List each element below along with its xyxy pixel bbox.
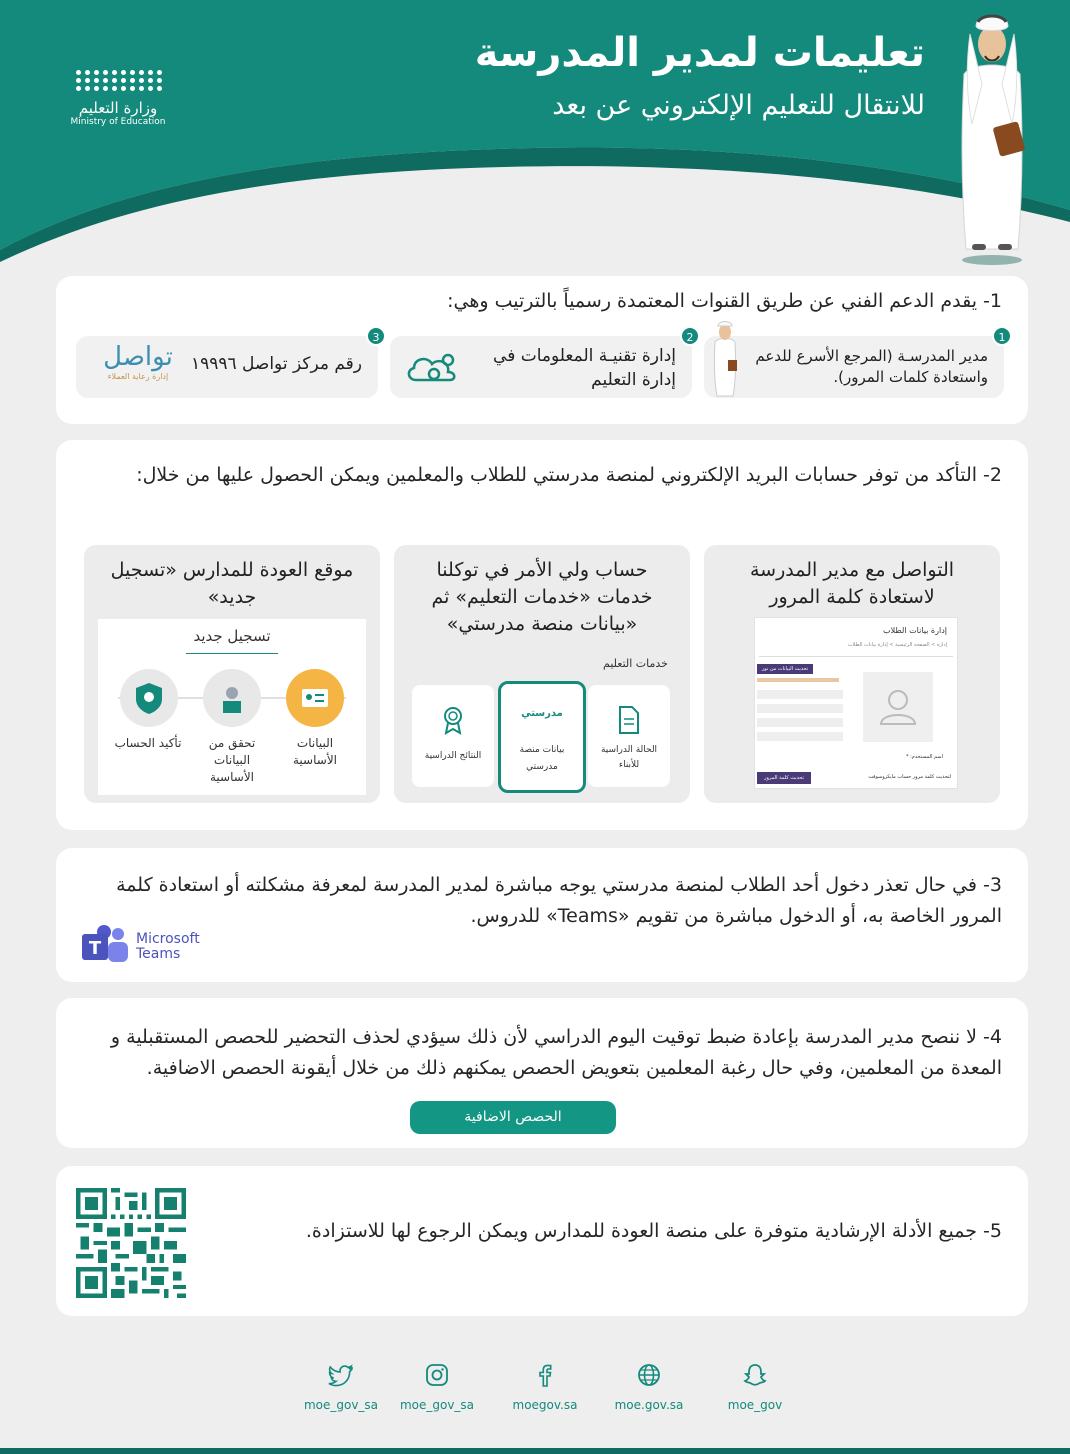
education-services-title: خدمات التعليم (603, 657, 668, 670)
section-5-card (56, 1166, 1028, 1316)
social-twitter[interactable] (296, 1362, 386, 1412)
section-3-card (56, 848, 1028, 982)
document-icon (616, 705, 642, 735)
section-4-card (56, 998, 1028, 1148)
update-password-button[interactable]: تحديث كلمة المرور (757, 772, 811, 784)
section-1-text: 1- يقدم الدعم الفني عن طريق القنوات المعتمدة رسمياً بالترتيب وهي: (447, 290, 1002, 312)
social-facebook[interactable] (500, 1362, 590, 1412)
twitter-icon (327, 1362, 355, 1388)
channel-number-badge: 1 (992, 326, 1012, 346)
moe-logo-english: Ministry of Education (70, 117, 166, 127)
support-channel-2 (390, 331, 694, 398)
user-avatar-placeholder (863, 672, 933, 742)
footer-bar (0, 1448, 1070, 1454)
recovery-via-principal-box (704, 545, 1000, 803)
support-channel-3 (76, 331, 380, 398)
step-verify-label: تحقق من البيانات الأساسية (208, 736, 256, 784)
box-2-heading: حساب ولي الأمر في توكلنا خدمات «خدمات التعليم» ثم «بيانات منصة مدرستي» (431, 559, 653, 635)
section-2-text: 2- التأكد من توفر حسابات البريد الإلكتروني لمنصة مدرستي للطلاب والمعلمين ويمكن الحصول عليها من خلال: (136, 464, 1002, 486)
step-verify-icon (203, 669, 261, 727)
support-channel-1 (704, 331, 1006, 398)
moe-logo-arabic: وزارة التعليم (78, 99, 158, 117)
section-5-text: 5- جميع الأدلة الإرشادية متوفرة على منصة العودة للمدارس ويمكن الرجوع لها للاستزادة. (305, 1220, 1002, 1242)
qr-code[interactable] (76, 1188, 186, 1298)
step-confirm-icon (120, 669, 178, 727)
tawakkalna-box (394, 545, 690, 803)
moe-logo (58, 70, 178, 127)
new-registration-panel (98, 619, 366, 795)
student-data-screen (754, 617, 958, 789)
madrasati-logo: مدرستي (521, 708, 563, 719)
principal-mini-icon (710, 320, 740, 400)
step-basic-data-icon (286, 669, 344, 727)
channel-2-text: إدارة تقنيـة المعلومات في إدارة التعليم (493, 346, 676, 390)
instagram-handle: moe_gov_sa (399, 1398, 475, 1412)
tile-results[interactable] (412, 685, 494, 787)
tile-madrasati-data[interactable] (498, 681, 586, 793)
twitter-handle: moe_gov_sa (303, 1398, 379, 1412)
back-to-school-box (84, 545, 380, 803)
social-snapchat[interactable] (710, 1362, 800, 1412)
channel-number-badge: 3 (366, 326, 386, 346)
instagram-icon (424, 1362, 450, 1388)
step-confirm-label: تأكيد الحساب (114, 736, 182, 750)
section-3-text: 3- في حال تعذر دخول أحد الطلاب لمنصة مدرستي يوجه مباشرة لمدير المدرسة لمعرفة مشكلته أو استعادة كلمة المرور الخاصة به، أو الدخول مباشرة من تقويم «Teams» للدروس. (116, 874, 1002, 927)
channel-3-text: رقم مركز تواصل ١٩٩٩٦ (190, 354, 362, 374)
award-ribbon-icon (440, 705, 466, 735)
microsoft-teams-logo (80, 924, 210, 970)
section-4-text: 4- لا ننصح مدير المدرسة بإعادة ضبط توقيت اليوم الدراسي لأن ذلك سيؤدي لحذف التحضير للحصص المستقبلية و المعدة من المعلمين، وفي حال رغبة المعلمين بتعويض الحصص يمكنهم ذلك من خلال أيقونة الحصص الاضافية. (110, 1026, 1002, 1079)
moe-dots-icon (58, 70, 178, 91)
header-banner (0, 0, 1070, 270)
new-registration-title: تسجيل جديد (193, 627, 271, 645)
user-silhouette-icon (863, 672, 933, 742)
extra-classes-button[interactable]: الحصص الاضافية (410, 1101, 616, 1134)
teams-logo-line-1: Microsoft (136, 931, 200, 947)
page-title: تعليمات لمدير المدرسة (474, 30, 925, 76)
teams-icon (80, 924, 132, 970)
box-3-heading: موقع العودة للمدارس «تسجيل جديد» (110, 559, 354, 608)
social-website[interactable] (604, 1362, 694, 1412)
tile-results-label: النتائج الدراسية (424, 751, 482, 761)
tawasul-logo-sub: إدارة رعاية العملاء (107, 372, 169, 381)
tile-academic-status[interactable] (588, 685, 670, 787)
teams-logo-line-2: Teams (136, 946, 181, 962)
svg-text:T: T (88, 938, 102, 959)
tawasul-logo-text: تواصل (103, 342, 173, 372)
box-1-heading: التواصل مع مدير المدرسة لاستعادة كلمة المرور (749, 559, 955, 608)
social-instagram[interactable] (392, 1362, 482, 1412)
school-principal-figure-icon (952, 4, 1032, 266)
website-url: moe.gov.sa (614, 1398, 684, 1412)
snapchat-handle: moe_gov (727, 1398, 783, 1412)
screen-breadcrumb: إدارة > الصفحة الرئيسية > إدارة بيانات الطلاب (847, 642, 947, 648)
microsoft-password-note: لتحديث كلمة مرور حساب مايكروسوفت (868, 774, 951, 780)
facebook-handle: moegov.sa (512, 1398, 578, 1412)
page-subtitle: للانتقال للتعليم الإلكتروني عن بعد (552, 90, 925, 121)
section-1-card (56, 276, 1028, 424)
section-2-card (56, 440, 1028, 830)
username-label: اسم المستخدم: * (906, 754, 943, 760)
update-from-noor-button[interactable]: تحديث البيانات من نور (757, 664, 813, 674)
globe-icon (636, 1362, 662, 1388)
screen-title: إدارة بيانات الطلاب (883, 626, 947, 635)
cloud-gear-icon (404, 348, 462, 388)
tile-madrasati-label: بيانات منصة مدرستي (519, 745, 565, 772)
tawasul-logo (88, 342, 188, 381)
channel-number-badge: 2 (680, 326, 700, 346)
step-basic-data-label: البيانات الأساسية (293, 736, 337, 767)
channel-1-text: مدير المدرسـة (المرجع الأسرع للدعم واستعادة كلمات المرور). (755, 347, 988, 386)
tile-academic-status-label: الحالة الدراسية للأبناء (600, 745, 658, 770)
snapchat-icon (742, 1362, 768, 1388)
facebook-icon (532, 1362, 558, 1388)
